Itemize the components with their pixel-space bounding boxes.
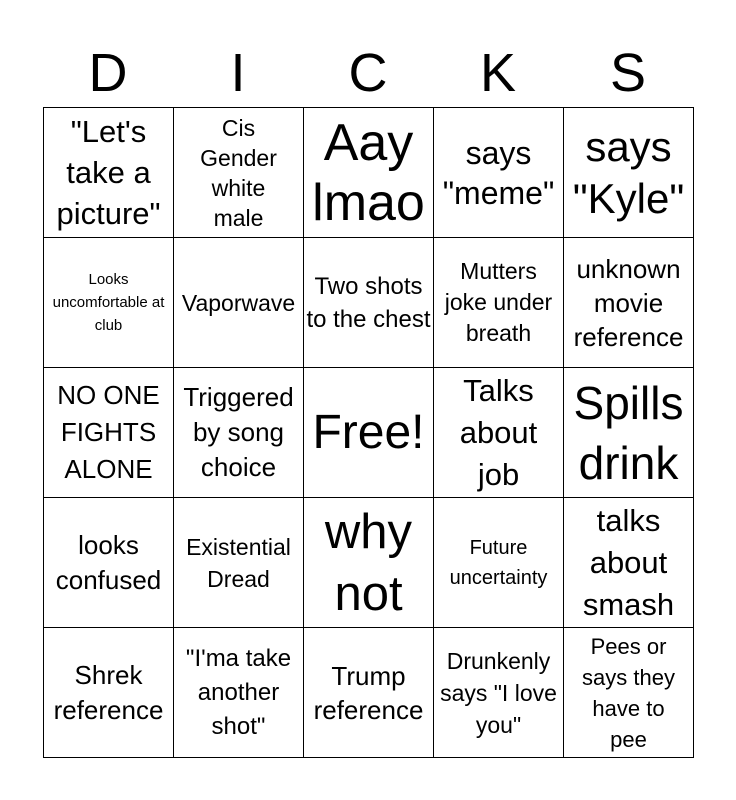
cell-text: talks about smash <box>582 502 675 622</box>
bingo-cell[interactable] <box>434 238 564 368</box>
cell-text: NO ONE FIGHTS ALONE <box>57 380 160 484</box>
bingo-board <box>43 107 694 758</box>
cell-text: Looks uncomfortable at club <box>52 271 165 334</box>
cell-text: Trump reference <box>313 660 424 725</box>
bingo-cell[interactable] <box>174 498 304 628</box>
bingo-cell[interactable] <box>44 498 174 628</box>
bingo-cell[interactable] <box>564 368 694 498</box>
header-letter-s: S <box>609 43 647 103</box>
bingo-cell[interactable] <box>44 238 174 368</box>
bingo-cell[interactable] <box>174 108 304 238</box>
header-letter-d: D <box>88 43 128 103</box>
cell-text: Drunkenly says "I love you" <box>440 647 557 738</box>
bingo-cell[interactable] <box>174 368 304 498</box>
bingo-cell[interactable] <box>304 628 434 758</box>
cell-text: Free! <box>312 405 425 459</box>
cell-text: "I'ma take another shot" <box>185 644 292 740</box>
bingo-cell[interactable] <box>44 108 174 238</box>
bingo-cell[interactable] <box>434 368 564 498</box>
cell-text: Triggered by song choice <box>183 382 294 482</box>
cell-text: Vaporwave <box>181 289 296 316</box>
free-space[interactable] <box>304 368 434 498</box>
bingo-cell[interactable] <box>44 368 174 498</box>
bingo-header <box>43 40 693 106</box>
cell-text: Two shots to the chest <box>306 272 431 333</box>
cell-text: Shrek reference <box>53 659 164 725</box>
cell-text: why not <box>324 504 413 621</box>
cell-text: Cis Gender white male <box>200 114 277 231</box>
bingo-cell[interactable] <box>564 628 694 758</box>
bingo-cell[interactable] <box>174 238 304 368</box>
bingo-cell[interactable] <box>304 498 434 628</box>
header-letter-k: K <box>479 43 517 103</box>
bingo-cell[interactable] <box>304 238 434 368</box>
cell-text: Talks about job <box>459 372 538 492</box>
cell-text: Existential Dread <box>186 533 291 592</box>
cell-text: Future uncertainty <box>449 536 548 589</box>
cell-text: "Let's take a picture" <box>56 114 161 231</box>
bingo-cell[interactable] <box>434 108 564 238</box>
bingo-cell[interactable] <box>434 628 564 758</box>
cell-text: Mutters joke under breath <box>444 258 553 346</box>
header-letter-i: I <box>230 43 246 103</box>
bingo-cell[interactable] <box>564 238 694 368</box>
cell-text: Spills drink <box>573 376 684 489</box>
cell-text: Pees or says they have to pee <box>582 633 675 752</box>
bingo-cell[interactable] <box>174 628 304 758</box>
bingo-cell[interactable] <box>44 628 174 758</box>
bingo-cell[interactable] <box>564 108 694 238</box>
cell-text: looks confused <box>55 529 162 595</box>
cell-text: Aay lmao <box>312 113 425 232</box>
header-letter-c: C <box>348 43 388 103</box>
bingo-cell[interactable] <box>304 108 434 238</box>
cell-text: unknown movie reference <box>573 253 684 352</box>
bingo-cell[interactable] <box>564 498 694 628</box>
cell-text: says "meme" <box>442 134 555 211</box>
cell-text: says "Kyle" <box>572 122 685 222</box>
bingo-cell[interactable] <box>434 498 564 628</box>
